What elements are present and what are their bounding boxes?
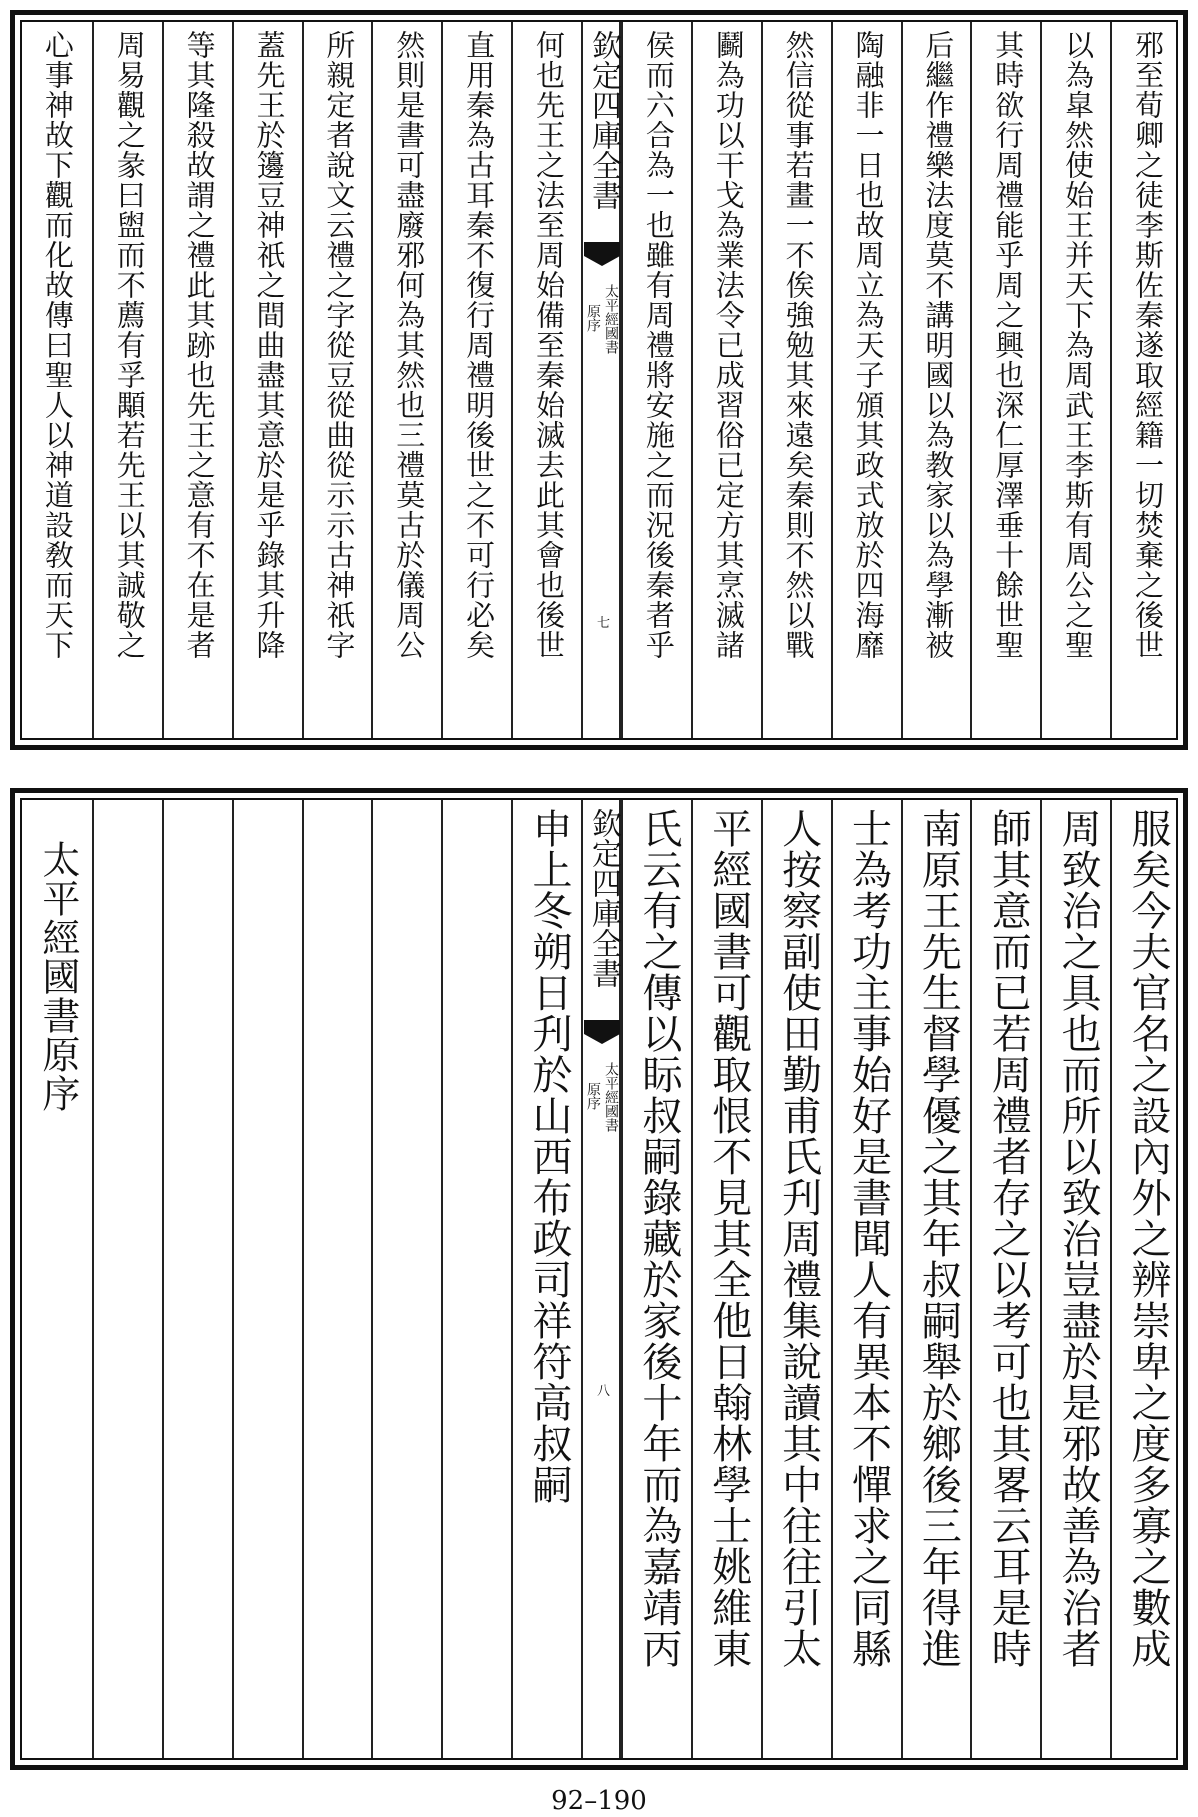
text-line: 士為考功主事始好是書聞人有異本不憚求之同縣 [845,808,892,1669]
page_top-left-column-1 [511,22,581,738]
section-name: 原序 [585,304,601,332]
section-name: 原序 [585,1082,601,1110]
page_bottom-center-margin [581,800,621,1758]
book-title: 太平經國書 [603,1062,619,1132]
page_top-right-column-3 [970,22,1040,738]
text-line: 侯而六合為一也雖有周禮將安施之而況後秦者乎 [641,30,676,660]
text-line: 南原王先生督學優之其年叔嗣舉於鄉後三年得進 [915,808,962,1669]
page_top-left-column-7 [92,22,162,738]
page_bottom-left-column-1 [511,800,581,1758]
top-page-inner-frame [20,20,1178,740]
page_bottom-left-column-6 [162,800,232,1758]
page_top-right-column-2 [1040,22,1110,738]
bottom-page-frame [10,788,1188,1770]
page_top-left-column-4 [302,22,372,738]
text-line: 然則是書可盡廢邪何為其然也三禮莫古於儀周公 [392,30,427,660]
collection-title: 欽定四庫全書 [586,30,621,210]
page_bottom-left-column-7 [92,800,162,1758]
page_top-left-column-6 [162,22,232,738]
text-line: 何也先王之法至周始備至秦始滅去此其會也後世 [532,30,566,660]
page_bottom-left-column-5 [232,800,302,1758]
end-title: 太平經國書原序 [35,840,80,1113]
page_bottom-right-column-6 [761,800,831,1758]
page_bottom-right-column-2 [1040,800,1110,1758]
leaf-number: 七 [597,616,611,631]
text-line: 氏云有之傳以眎叔嗣錄藏於家後十年而為嘉靖丙 [635,808,682,1669]
page-number: 92–190 [551,1786,647,1816]
text-line: 人按察副使田勤甫氏刋周禮集說讀其中往往引太 [775,808,822,1669]
text-line: 邪至荀卿之徒李斯佐秦遂取經籍一切焚棄之後世 [1131,30,1165,660]
page_top-left-column-5 [232,22,302,738]
text-line: 其時欲行周禮能乎周之興也深仁厚澤垂十餘世聖 [991,30,1026,660]
text-line: 陶融非一日也故周立為天子頒其政式放於四海靡 [851,30,886,660]
page_top-right-column-1 [1110,22,1180,738]
text-line: 蓋先王於籩豆神祇之間曲盡其意於是乎錄其升降 [252,30,287,660]
page_bottom-right-column-1 [1110,800,1180,1758]
page_bottom-right-column-8 [621,800,691,1758]
text-line: 申上冬朔日刋於山西布政司祥符高叔嗣 [526,808,572,1505]
text-line: 直用秦為古耳秦不復行周禮明後世之不可行必矣 [462,30,497,660]
page_top-right-column-4 [901,22,971,738]
fish-tail-mark [584,1020,620,1034]
page_top-right-column-5 [831,22,901,738]
page_top-right-column-8 [621,22,691,738]
page_top-left-column-2 [441,22,511,738]
page_bottom-right-column-7 [691,800,761,1758]
leaf-number: 八 [597,1384,611,1399]
page_bottom-left-column-3 [371,800,441,1758]
page_top-center-margin [581,22,621,738]
page_bottom-left-column-2 [441,800,511,1758]
text-line: 平經國書可觀取恨不見其全他日翰林學士姚維東 [705,808,752,1669]
book-title: 太平經國書 [603,284,619,354]
text-line: 師其意而已若周禮者存之以考可也其畧云耳是時 [985,808,1032,1669]
collection-title: 欽定四庫全書 [586,808,621,988]
text-line: 然信從事若畫一不俟強勉其來遠矣秦則不然以戰 [781,30,816,660]
text-line: 周致治之具也而所以致治豈盡於是邪故善為治者 [1055,808,1102,1669]
page_bottom-right-column-4 [901,800,971,1758]
page_top-left-column-8 [22,22,92,738]
page_top-right-column-6 [761,22,831,738]
text-line: 所親定者說文云禮之字從豆從曲從示示古神祇字 [322,30,357,660]
page_bottom-right-column-5 [831,800,901,1758]
text-line: 鬬為功以干戈為業法令已成習俗已定方其烹滅諸 [711,30,746,660]
fish-tail-mark [584,242,620,256]
page_top-right-column-7 [691,22,761,738]
text-line: 心事神故下觀而化故傳曰聖人以神道設敎而天下 [40,30,75,660]
bottom-page-inner-frame [20,798,1178,1760]
text-line: 周易觀之彖曰盥而不薦有孚顒若先王以其誠敬之 [112,30,147,660]
text-line: 等其隆殺故謂之禮此其跡也先王之意有不在是者 [182,30,217,660]
text-line: 以為皐然使始王并天下為周武王李斯有周公之聖 [1061,30,1096,660]
text-line: 后繼作禮樂法度莫不講明國以為教家以為學漸被 [921,30,956,660]
page_bottom-left-column-8 [22,800,92,1758]
page_top-left-column-3 [371,22,441,738]
page_bottom-right-column-3 [970,800,1040,1758]
text-line: 服矣今夫官名之設內外之辨崇卑之度多寡之數成 [1125,808,1171,1669]
page_bottom-left-column-4 [302,800,372,1758]
top-page-frame [10,10,1188,750]
